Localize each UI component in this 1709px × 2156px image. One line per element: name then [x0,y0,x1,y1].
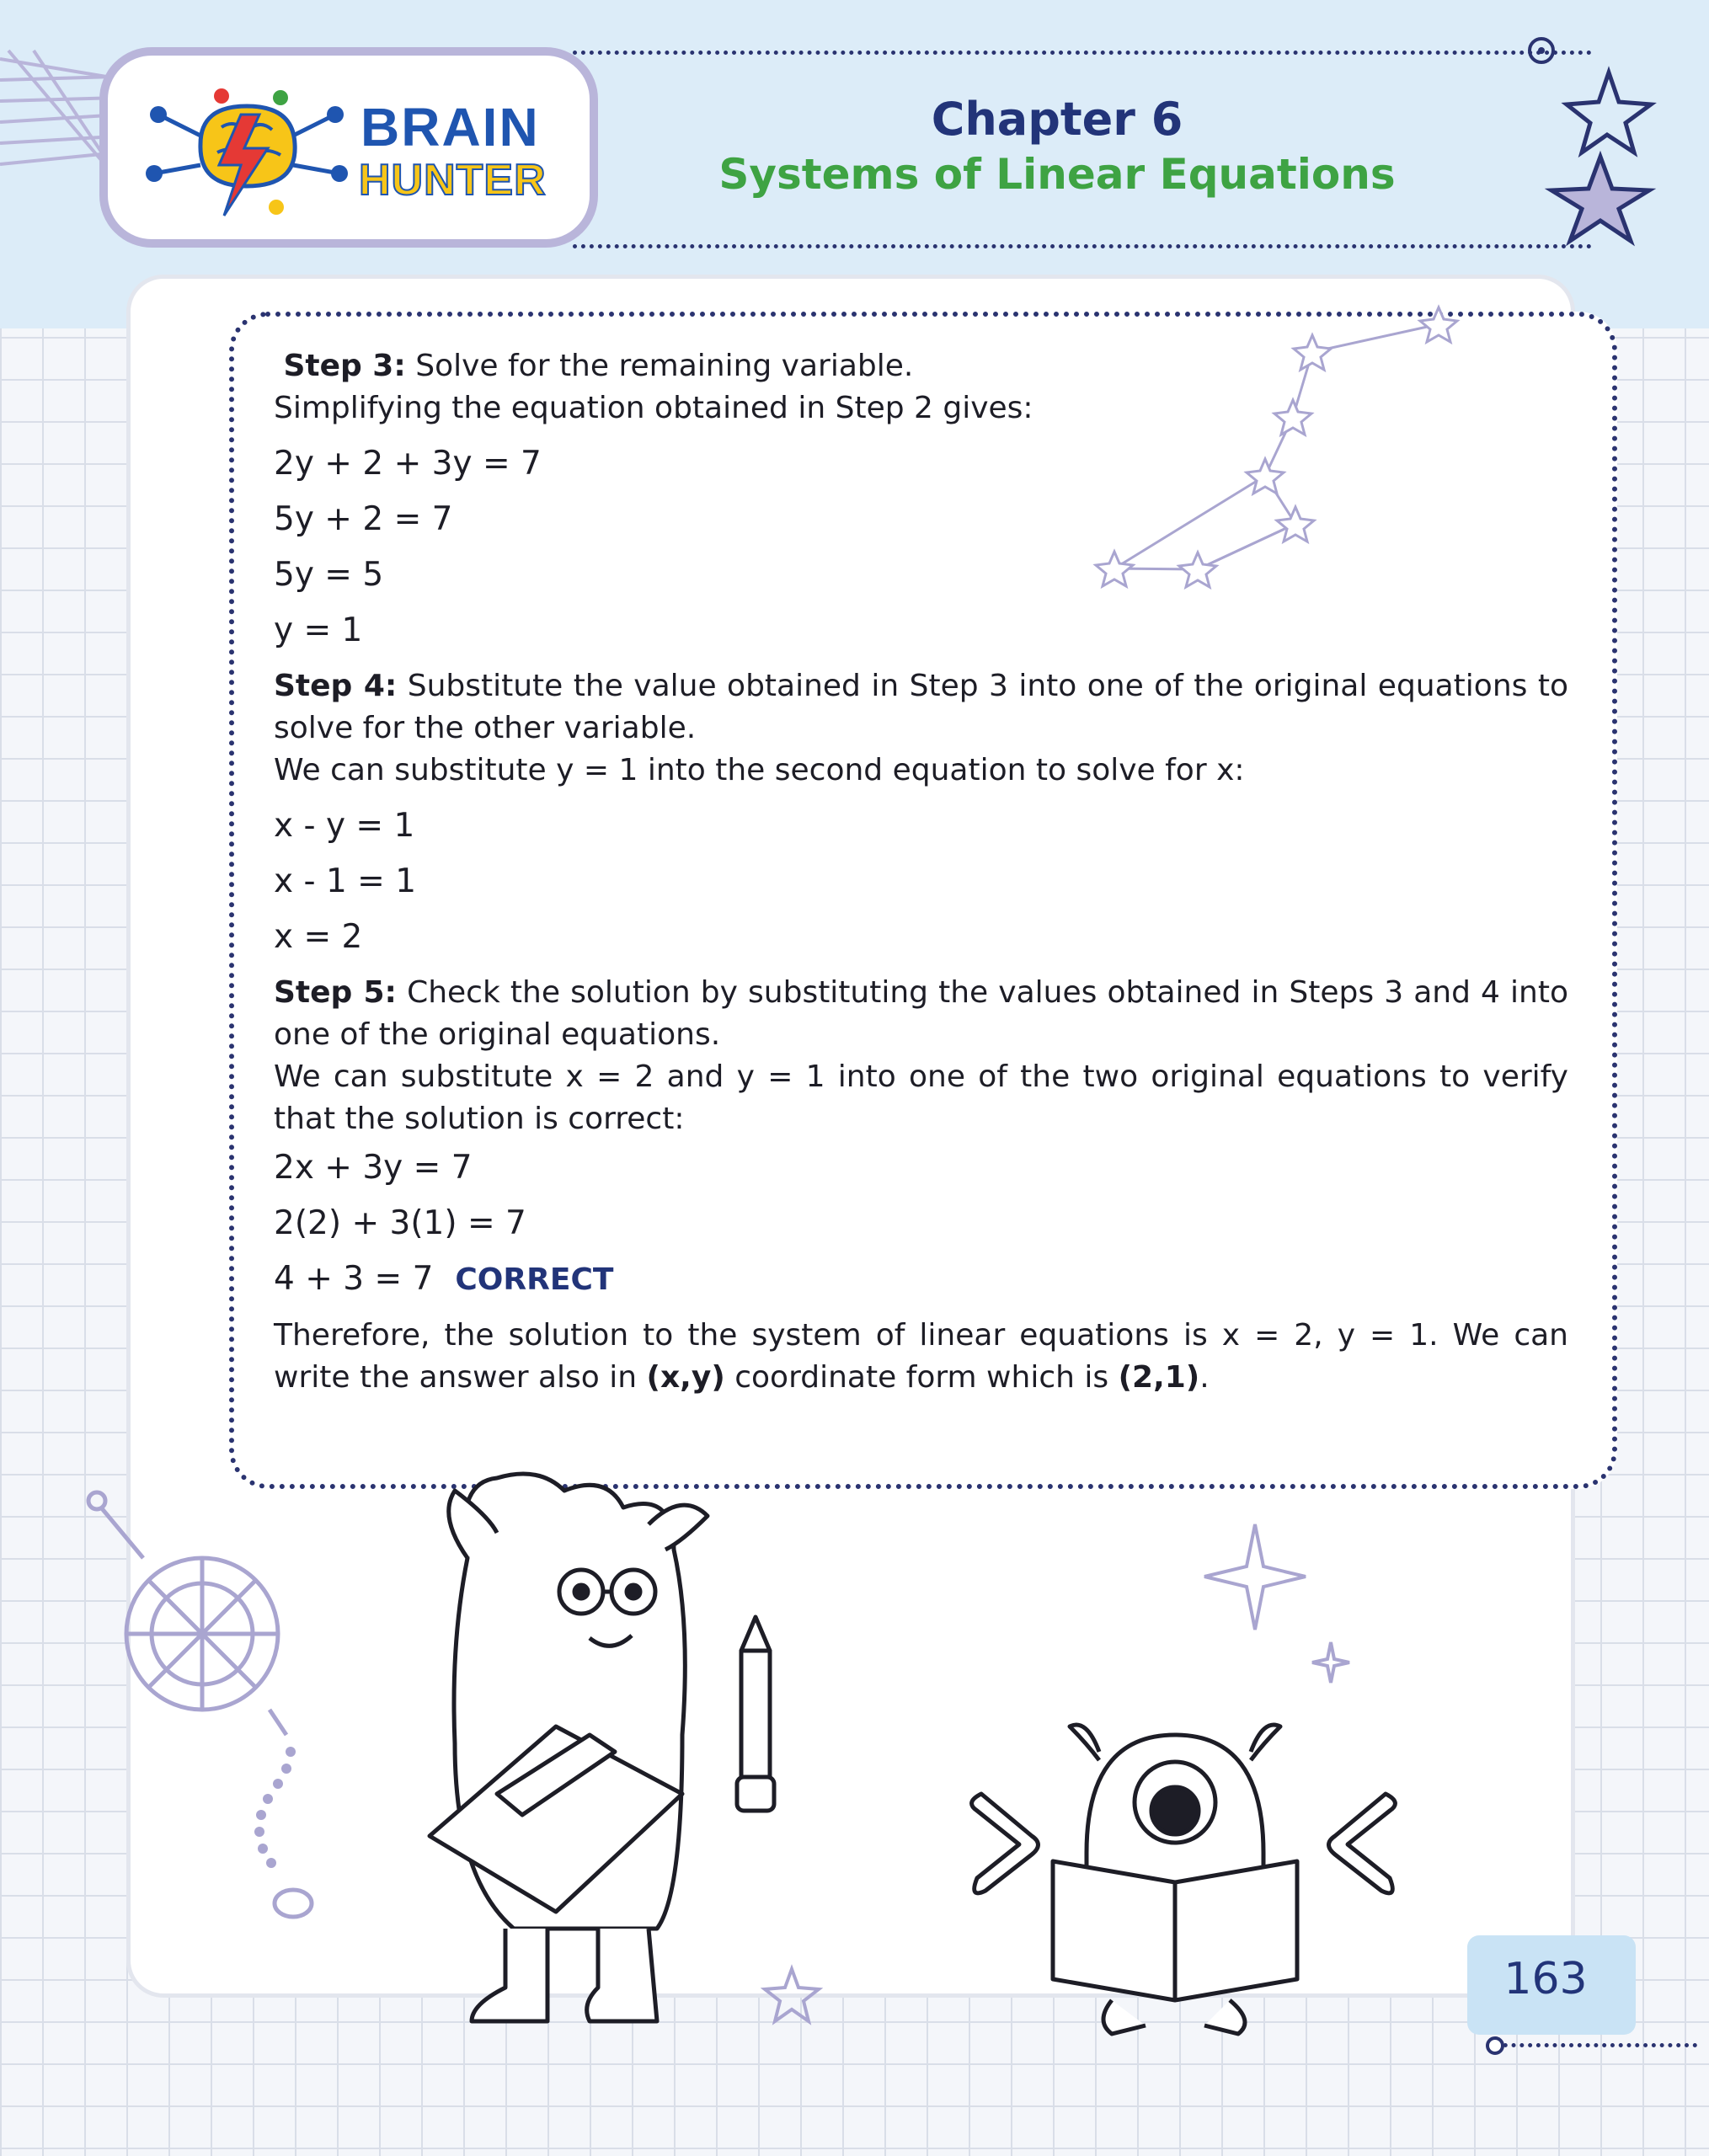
equation-line: 5y + 2 = 7 [274,500,453,538]
equation-line: x - 1 = 1 [274,862,417,900]
monster-with-book-illustration [404,1457,809,2047]
step4-description: Substitute the value obtained in Step 3 into one of the original equations to solve for the other variable. [274,669,1568,745]
step5-intro: We can substitute x = 2 and y = 1 into one of the two original equations to verify that the solution is correct: [274,1059,1568,1136]
check-equation: 4 + 3 = 7 [274,1260,434,1298]
page-number: 163 [1503,1954,1588,2004]
equation-line: x = 2 [274,918,363,956]
brand-name-brain: BRAIN [360,97,540,157]
equation-line: 5y = 5 [274,556,384,594]
step5-paragraph [274,972,1568,1056]
satellite-illustration [76,1474,328,1929]
step3-label: Step 3: [283,349,406,383]
step5-label: Step 5: [274,975,397,1010]
page-number-underline [1495,2043,1697,2047]
equation-line: 2y + 2 + 3y = 7 [274,445,542,483]
chapter-number: Chapter 6 [931,93,1183,146]
step3-intro: Simplifying the equation obtained in Step 2 gives: [274,391,1033,425]
small-star-icon [758,1962,825,2030]
brand-logo-card [99,47,598,248]
header-stars-decoration [1508,30,1676,266]
coordinate-form-label: (x,y) [646,1360,725,1395]
step4-label: Step 4: [274,669,398,703]
one-eyed-monster-reading-illustration [918,1701,1423,2038]
equation-line [274,1258,1568,1301]
sparkle-stars-decoration [1196,1516,1381,1701]
conclusion-paragraph [274,1315,1568,1399]
solution-text [274,345,1568,1399]
brand-name-hunter: HUNTER [359,156,547,205]
correct-badge: CORRECT [455,1262,614,1297]
step4-intro: We can substitute y = 1 into the second equation to solve for x: [274,753,1245,787]
conclusion-text: Therefore, the solution to the system of linear equations is x = 2, y = 1. We can write the answer also in [274,1318,1568,1395]
step4-paragraph [274,665,1568,750]
conclusion-period: . [1199,1360,1210,1395]
page-line-end-circle [1482,2033,1508,2058]
equation-line: y = 1 [274,611,363,649]
conclusion-text: coordinate form which is [724,1360,1119,1395]
step3-description: Solve for the remaining variable. [415,349,914,383]
equation-line: 2x + 3y = 7 [274,1149,473,1187]
equation-line: 2(2) + 3(1) = 7 [274,1204,526,1242]
chapter-title: Systems of Linear Equations [718,150,1396,199]
brain-lightning-icon [142,81,352,224]
solution-pair: (2,1) [1118,1360,1200,1395]
step5-description: Check the solution by substituting the values obtained in Steps 3 and 4 into one of the original equations. [274,975,1568,1052]
step3-heading [274,345,1568,387]
equation-line: x - y = 1 [274,807,415,845]
